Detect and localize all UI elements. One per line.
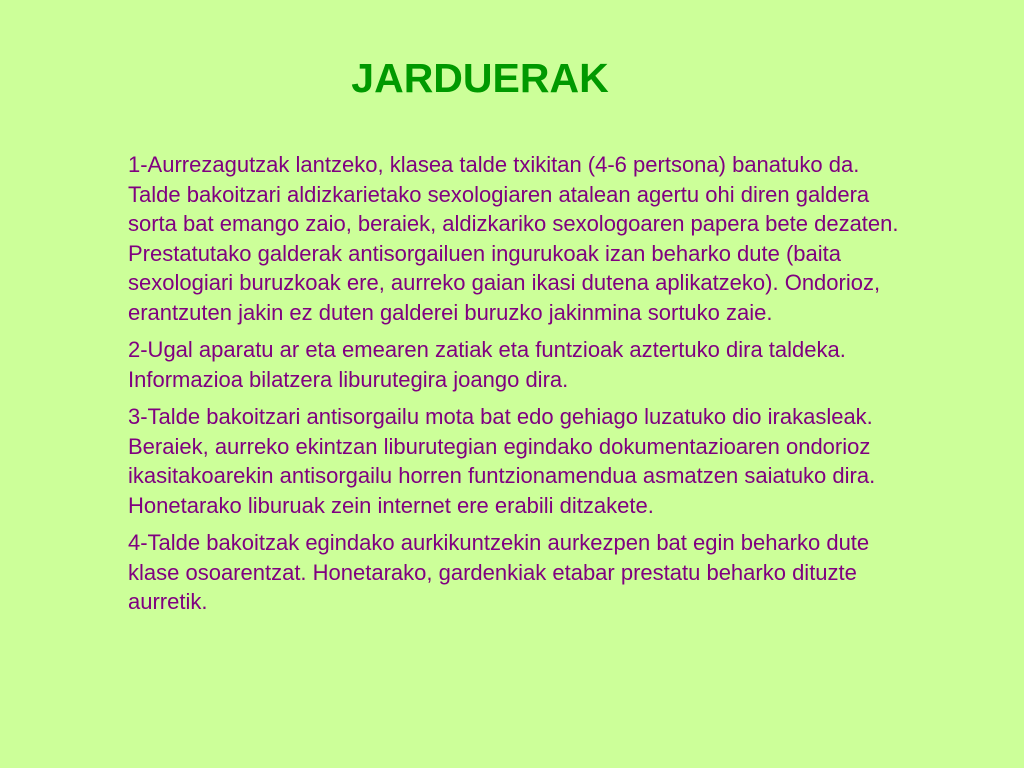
paragraph-1: 1-Aurrezagutzak lantzeko, klasea talde txikitan (4-6 pertsona) banatuko da. Talde bakoitzari aldizkarietako sexologiaren atalean agertu ohi diren galdera sorta bat emango zaio, beraiek, aldizkariko sexologoaren papera bete dezaten. Prestatutako galderak antisorgailuen ingurukoak izan beharko dute (baita sexologiari buruzkoak ere, aurreko gaian ikasi dutena aplikatzeko). Ondorioz, erantzuten jakin ez duten galderei buruzko jakinmina sortuko zaie. (128, 152, 899, 325)
paragraph-4: 4-Talde bakoitzak egindako aurkikuntzekin aurkezpen bat egin beharko dute klase osoarentzat. Honetarako, gardenkiak etabar prestatu beharko dituzte aurretik. (128, 530, 870, 614)
paragraph-3: 3-Talde bakoitzari antisorgailu mota bat edo gehiago luzatuko dio irakasleak. Beraiek, aurreko ekintzan liburutegian egindako dokumentazioaren ondorioz ikasitakoarekin antisorgailu horren funtzionamendua asmatzen saiatuko dira. Honetarako liburuak zein internet ere erabili ditzakete. (128, 404, 876, 518)
slide-body (128, 150, 908, 625)
slide-title: JARDUERAK (351, 55, 609, 101)
paragraph-2: 2-Ugal aparatu ar eta emearen zatiak eta funtzioak aztertuko dira taldeka. Informazioa bilatzera liburutegira joango dira. (128, 337, 846, 392)
